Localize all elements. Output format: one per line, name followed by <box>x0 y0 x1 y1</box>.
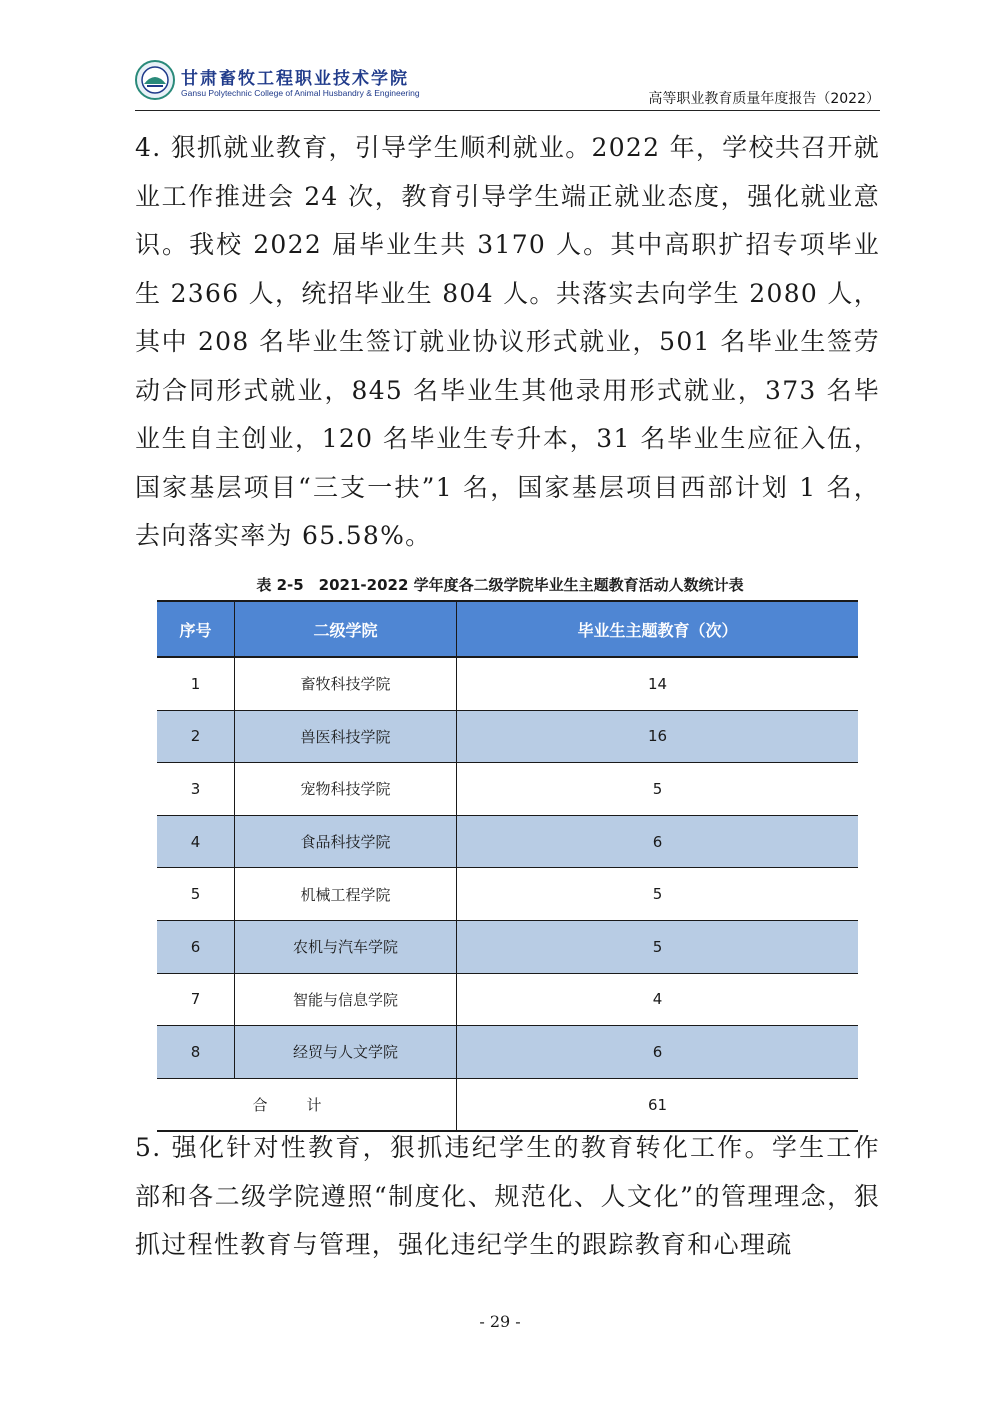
cell-count: 5 <box>457 920 859 973</box>
table-row <box>157 868 858 921</box>
cell-index: 5 <box>157 868 235 921</box>
table-row <box>157 763 858 816</box>
table-row <box>157 710 858 763</box>
header-college: 二级学院 <box>235 601 457 657</box>
table-row <box>157 815 858 868</box>
school-name-cn: 甘肃畜牧工程职业技术学院 <box>181 69 409 89</box>
table-row <box>157 657 858 710</box>
paragraph-employment: 4. 狠抓就业教育，引导学生顺利就业。2022 年，学校共召开就业工作推进会 24 次，教育引导学生端正就业态度，强化就业意识。我校 2022 届毕业生共 3170 人。其中高职扩招专项毕业生 2366 人，统招毕业生 804 人。共落实去向学生 2080 人，其中 208 名毕业生签订就业协议形式就业，501 名毕业生签劳动合同形式就业，845 名毕业生其他录用形式就业，373 名毕业生自主创业，120 名毕业生专升本，31 名毕业生应征入伍，国家基层项目“三支一扶”1 名，国家基层项目西部计划 1 名，去向落实率为 65.58%。 <box>135 133 880 550</box>
cell-index: 4 <box>157 815 235 868</box>
page-number: - 29 - <box>479 1312 521 1331</box>
cell-count: 16 <box>457 710 859 763</box>
cell-index: 2 <box>157 710 235 763</box>
cell-count: 5 <box>457 868 859 921</box>
cell-college: 食品科技学院 <box>235 815 457 868</box>
cell-college: 宠物科技学院 <box>235 763 457 816</box>
paragraph-discipline: 5. 强化针对性教育，狠抓违纪学生的教育转化工作。学生工作部和各二级学院遵照“制度化、规范化、人文化”的管理理念，狠抓过程性教育与管理，强化违纪学生的跟踪教育和心理疏 <box>135 1133 880 1259</box>
cell-index: 1 <box>157 657 235 710</box>
cell-index: 7 <box>157 973 235 1026</box>
cell-index: 6 <box>157 920 235 973</box>
total-value: 61 <box>457 1078 859 1131</box>
cell-college: 经贸与人文学院 <box>235 1026 457 1079</box>
cell-count: 6 <box>457 815 859 868</box>
statistics-table <box>157 600 858 1132</box>
school-logo-icon <box>135 60 175 100</box>
page-header <box>135 58 880 111</box>
table-row <box>157 1026 858 1079</box>
table-caption: 表 2-5 2021-2022 学年度各二级学院毕业生主题教育活动人数统计表 <box>256 576 744 594</box>
cell-index: 8 <box>157 1026 235 1079</box>
cell-count: 4 <box>457 973 859 1026</box>
cell-college: 农机与汽车学院 <box>235 920 457 973</box>
cell-count: 6 <box>457 1026 859 1079</box>
cell-count: 5 <box>457 763 859 816</box>
cell-college: 畜牧科技学院 <box>235 657 457 710</box>
cell-index: 3 <box>157 763 235 816</box>
cell-college: 机械工程学院 <box>235 868 457 921</box>
header-index: 序号 <box>157 601 235 657</box>
cell-college: 兽医科技学院 <box>235 710 457 763</box>
report-title: 高等职业教育质量年度报告（2022） <box>648 91 880 107</box>
cell-college: 智能与信息学院 <box>235 973 457 1026</box>
header-count: 毕业生主题教育（次） <box>457 601 859 657</box>
table-header-row <box>157 601 858 657</box>
table-row <box>157 920 858 973</box>
school-name-en: Gansu Polytechnic College of Animal Husbandry & Engineering <box>181 88 420 98</box>
table-row <box>157 973 858 1026</box>
total-label-text: 合计 <box>252 1096 361 1115</box>
cell-count: 14 <box>457 657 859 710</box>
